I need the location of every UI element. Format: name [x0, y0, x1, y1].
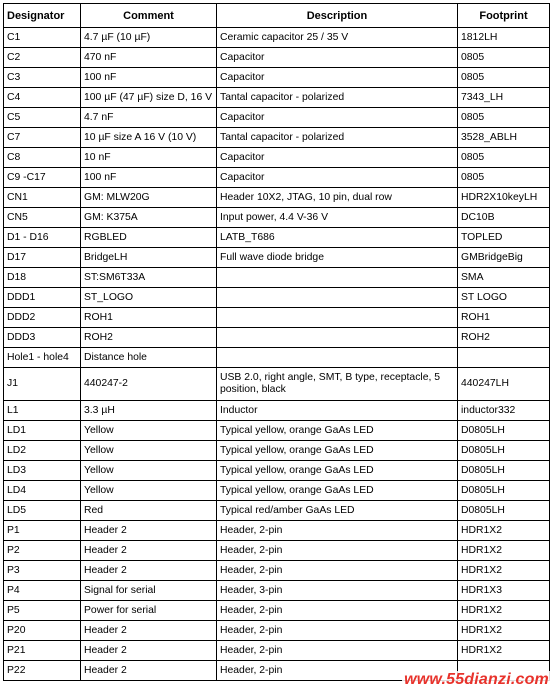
- cell-designator: C7: [4, 128, 81, 148]
- cell-description: Tantal capacitor - polarized: [217, 128, 458, 148]
- cell-designator: L1: [4, 401, 81, 421]
- cell-comment: 3.3 µH: [81, 401, 217, 421]
- cell-comment: 440247-2: [81, 368, 217, 401]
- cell-footprint: 0805: [458, 108, 550, 128]
- cell-description: Input power, 4.4 V-36 V: [217, 208, 458, 228]
- cell-description: Inductor: [217, 401, 458, 421]
- table-row: [4, 208, 550, 228]
- table-row: [4, 128, 550, 148]
- cell-footprint: D0805LH: [458, 441, 550, 461]
- table-row: [4, 308, 550, 328]
- cell-comment: 100 µF (47 µF) size D, 16 V: [81, 88, 217, 108]
- cell-description: Header, 2-pin: [217, 521, 458, 541]
- cell-designator: C9 -C17: [4, 168, 81, 188]
- cell-designator: P21: [4, 641, 81, 661]
- cell-comment: 10 µF size A 16 V (10 V): [81, 128, 217, 148]
- header-comment: Comment: [81, 4, 217, 28]
- table-row: [4, 328, 550, 348]
- cell-description: Header, 2-pin: [217, 561, 458, 581]
- cell-comment: 100 nF: [81, 68, 217, 88]
- cell-footprint: HDR1X2: [458, 521, 550, 541]
- cell-footprint: D0805LH: [458, 461, 550, 481]
- cell-designator: P20: [4, 621, 81, 641]
- cell-designator: Hole1 - hole4: [4, 348, 81, 368]
- table-row: [4, 348, 550, 368]
- cell-comment: ROH1: [81, 308, 217, 328]
- table-row: [4, 641, 550, 661]
- table-row: [4, 561, 550, 581]
- table-row: [4, 521, 550, 541]
- cell-comment: Header 2: [81, 521, 217, 541]
- cell-footprint: inductor332: [458, 401, 550, 421]
- table-row: [4, 501, 550, 521]
- cell-comment: Yellow: [81, 461, 217, 481]
- cell-comment: BridgeLH: [81, 248, 217, 268]
- bom-table-body: [4, 28, 550, 681]
- cell-designator: C4: [4, 88, 81, 108]
- cell-footprint: 0805: [458, 168, 550, 188]
- cell-description: Header, 2-pin: [217, 621, 458, 641]
- table-row: [4, 88, 550, 108]
- cell-footprint: ROH1: [458, 308, 550, 328]
- cell-designator: LD5: [4, 501, 81, 521]
- cell-description: Typical yellow, orange GaAs LED: [217, 481, 458, 501]
- cell-footprint: TOPLED: [458, 228, 550, 248]
- table-row: [4, 268, 550, 288]
- cell-designator: C3: [4, 68, 81, 88]
- cell-comment: Header 2: [81, 621, 217, 641]
- cell-footprint: 440247LH: [458, 368, 550, 401]
- cell-description: [217, 268, 458, 288]
- cell-designator: C2: [4, 48, 81, 68]
- cell-designator: DDD3: [4, 328, 81, 348]
- cell-description: [217, 308, 458, 328]
- cell-footprint: 0805: [458, 68, 550, 88]
- cell-designator: C5: [4, 108, 81, 128]
- table-row: [4, 461, 550, 481]
- cell-footprint: ROH2: [458, 328, 550, 348]
- cell-footprint: HDR1X2: [458, 561, 550, 581]
- table-row: [4, 188, 550, 208]
- cell-footprint: HDR1X2: [458, 601, 550, 621]
- cell-description: Capacitor: [217, 68, 458, 88]
- cell-comment: Header 2: [81, 641, 217, 661]
- cell-designator: CN1: [4, 188, 81, 208]
- table-header-row: [4, 4, 550, 28]
- table-row: [4, 481, 550, 501]
- cell-footprint: D0805LH: [458, 421, 550, 441]
- cell-comment: 4.7 µF (10 µF): [81, 28, 217, 48]
- cell-comment: 470 nF: [81, 48, 217, 68]
- cell-description: Capacitor: [217, 168, 458, 188]
- table-row: [4, 148, 550, 168]
- table-row: [4, 368, 550, 401]
- table-row: [4, 168, 550, 188]
- bom-table: [3, 3, 550, 681]
- cell-footprint: HDR1X3: [458, 581, 550, 601]
- table-row: [4, 248, 550, 268]
- cell-footprint: SMA: [458, 268, 550, 288]
- cell-designator: LD4: [4, 481, 81, 501]
- cell-description: Typical yellow, orange GaAs LED: [217, 421, 458, 441]
- cell-comment: Red: [81, 501, 217, 521]
- cell-designator: DDD1: [4, 288, 81, 308]
- cell-description: Full wave diode bridge: [217, 248, 458, 268]
- cell-description: Ceramic capacitor 25 / 35 V: [217, 28, 458, 48]
- cell-comment: 4.7 nF: [81, 108, 217, 128]
- cell-description: [217, 288, 458, 308]
- cell-description: LATB_T686: [217, 228, 458, 248]
- cell-footprint: 0805: [458, 148, 550, 168]
- cell-footprint: HDR1X2: [458, 621, 550, 641]
- header-description: Description: [217, 4, 458, 28]
- cell-designator: P4: [4, 581, 81, 601]
- cell-footprint: HDR2X10keyLH: [458, 188, 550, 208]
- cell-description: Typical yellow, orange GaAs LED: [217, 461, 458, 481]
- cell-designator: P2: [4, 541, 81, 561]
- cell-description: [217, 348, 458, 368]
- cell-description: USB 2.0, right angle, SMT, B type, receptacle, 5 position, black: [217, 368, 458, 401]
- cell-footprint: HDR1X2: [458, 541, 550, 561]
- cell-footprint: 1812LH: [458, 28, 550, 48]
- cell-description: Typical red/amber GaAs LED: [217, 501, 458, 521]
- cell-designator: P3: [4, 561, 81, 581]
- cell-comment: ST_LOGO: [81, 288, 217, 308]
- watermark-logo: www.55dianzi.com: [404, 671, 549, 688]
- cell-description: Capacitor: [217, 148, 458, 168]
- cell-designator: D1 - D16: [4, 228, 81, 248]
- cell-footprint: GMBridgeBig: [458, 248, 550, 268]
- table-row: [4, 541, 550, 561]
- cell-comment: RGBLED: [81, 228, 217, 248]
- cell-comment: GM: K375A: [81, 208, 217, 228]
- table-row: [4, 601, 550, 621]
- cell-designator: D18: [4, 268, 81, 288]
- header-designator: Designator: [4, 4, 81, 28]
- cell-description: Header, 3-pin: [217, 581, 458, 601]
- cell-description: Header, 2-pin: [217, 661, 458, 681]
- cell-comment: ROH2: [81, 328, 217, 348]
- cell-description: Capacitor: [217, 48, 458, 68]
- cell-comment: Signal for serial: [81, 581, 217, 601]
- cell-description: Header, 2-pin: [217, 641, 458, 661]
- cell-designator: CN5: [4, 208, 81, 228]
- cell-comment: ST:SM6T33A: [81, 268, 217, 288]
- table-row: [4, 28, 550, 48]
- table-row: [4, 228, 550, 248]
- cell-footprint: DC10B: [458, 208, 550, 228]
- table-row: [4, 581, 550, 601]
- cell-description: Typical yellow, orange GaAs LED: [217, 441, 458, 461]
- cell-footprint: 3528_ABLH: [458, 128, 550, 148]
- cell-designator: LD2: [4, 441, 81, 461]
- table-row: [4, 421, 550, 441]
- cell-comment: Header 2: [81, 661, 217, 681]
- cell-comment: 10 nF: [81, 148, 217, 168]
- table-row: [4, 441, 550, 461]
- table-row: [4, 108, 550, 128]
- cell-footprint: HDR1X2: [458, 641, 550, 661]
- cell-footprint: ST LOGO: [458, 288, 550, 308]
- cell-description: [217, 328, 458, 348]
- table-row: [4, 401, 550, 421]
- cell-comment: Header 2: [81, 541, 217, 561]
- cell-designator: DDD2: [4, 308, 81, 328]
- header-footprint: Footprint: [458, 4, 550, 28]
- cell-footprint: 7343_LH: [458, 88, 550, 108]
- cell-comment: Yellow: [81, 441, 217, 461]
- cell-comment: Yellow: [81, 481, 217, 501]
- cell-comment: Yellow: [81, 421, 217, 441]
- cell-description: Tantal capacitor - polarized: [217, 88, 458, 108]
- cell-description: Header 10X2, JTAG, 10 pin, dual row: [217, 188, 458, 208]
- cell-designator: P22: [4, 661, 81, 681]
- cell-description: Header, 2-pin: [217, 541, 458, 561]
- cell-footprint: D0805LH: [458, 501, 550, 521]
- cell-comment: Power for serial: [81, 601, 217, 621]
- cell-comment: GM: MLW20G: [81, 188, 217, 208]
- cell-description: Capacitor: [217, 108, 458, 128]
- table-row: [4, 68, 550, 88]
- cell-footprint: [458, 348, 550, 368]
- cell-footprint: 0805: [458, 48, 550, 68]
- cell-designator: C1: [4, 28, 81, 48]
- table-row: [4, 48, 550, 68]
- cell-comment: Distance hole: [81, 348, 217, 368]
- cell-footprint: D0805LH: [458, 481, 550, 501]
- cell-comment: Header 2: [81, 561, 217, 581]
- cell-designator: P5: [4, 601, 81, 621]
- cell-description: Header, 2-pin: [217, 601, 458, 621]
- table-row: [4, 288, 550, 308]
- cell-designator: D17: [4, 248, 81, 268]
- cell-designator: J1: [4, 368, 81, 401]
- cell-comment: 100 nF: [81, 168, 217, 188]
- cell-designator: C8: [4, 148, 81, 168]
- cell-designator: P1: [4, 521, 81, 541]
- cell-designator: LD3: [4, 461, 81, 481]
- cell-designator: LD1: [4, 421, 81, 441]
- table-row: [4, 621, 550, 641]
